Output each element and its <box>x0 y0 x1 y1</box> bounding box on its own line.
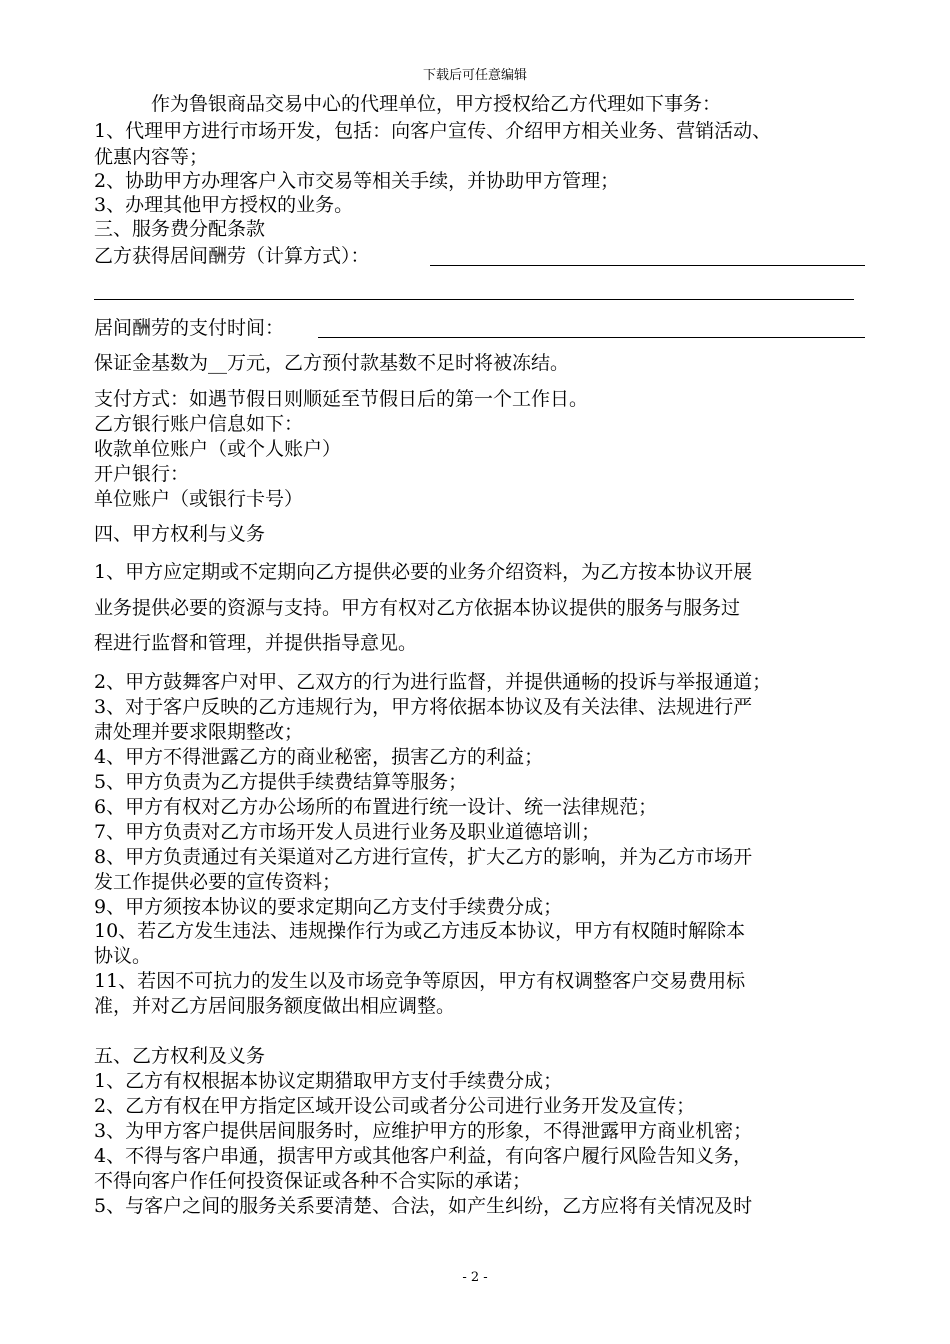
text-line: 3、对于客户反映的乙方违规行为，甲方将依据本协议及有关法律、法规进行严 <box>94 696 753 718</box>
text-line: 5、甲方负责为乙方提供手续费结算等服务； <box>94 771 468 793</box>
text-line: 1、甲方应定期或不定期向乙方提供必要的业务介绍资料，为乙方按本协议开展 <box>94 561 753 583</box>
text-line: 肃处理并要求限期整改； <box>94 721 304 743</box>
text-line: 7、甲方负责对乙方市场开发人员进行业务及职业道德培训； <box>94 821 601 843</box>
text-line: 准，并对乙方居间服务额度做出相应调整。 <box>94 995 456 1017</box>
text-line: 居间酬劳的支付时间： <box>94 317 285 339</box>
text-line: 保证金基数为__万元，乙方预付款基数不足时将被冻结。 <box>94 352 570 374</box>
fill-in-line <box>430 265 865 266</box>
text-line: 优惠内容等； <box>94 146 209 168</box>
text-line: 2、协助甲方办理客户入市交易等相关手续，并协助甲方管理； <box>94 170 620 192</box>
text-line: 10、若乙方发生违法、违规操作行为或乙方违反本协议，甲方有权随时解除本 <box>94 920 746 942</box>
fill-in-line <box>94 299 854 300</box>
text-line: 支付方式：如遇节假日则顺延至节假日后的第一个工作日。 <box>94 388 589 410</box>
text-line: 8、甲方负责通过有关渠道对乙方进行宣传，扩大乙方的影响，并为乙方市场开 <box>94 846 753 868</box>
text-line: 2、乙方有权在甲方指定区域开设公司或者分公司进行业务开发及宣传； <box>94 1095 696 1117</box>
section-heading: 五、乙方权利及义务 <box>94 1045 266 1067</box>
text-line: 乙方获得居间酬劳（计算方式）： <box>94 245 370 267</box>
text-line: 6、甲方有权对乙方办公场所的布置进行统一设计、统一法律规范； <box>94 796 658 818</box>
text-line: 不得向客户作任何投资保证或各种不合实际的承诺； <box>94 1170 532 1192</box>
text-line: 1、乙方有权根据本协议定期猎取甲方支付手续费分成； <box>94 1070 563 1092</box>
text-line: 发工作提供必要的宣传资料； <box>94 871 342 893</box>
text-line: 4、不得与客户串通，损害甲方或其他客户利益，有向客户履行风险告知义务， <box>94 1145 753 1167</box>
section-heading: 三、服务费分配条款 <box>94 218 266 240</box>
text-line: 作为鲁银商品交易中心的代理单位，甲方授权给乙方代理如下事务： <box>151 93 722 115</box>
text-line: 1、代理甲方进行市场开发，包括：向客户宣传、介绍甲方相关业务、营销活动、 <box>94 120 772 142</box>
text-line: 3、办理其他甲方授权的业务。 <box>94 194 354 216</box>
text-line: 3、为甲方客户提供居间服务时，应维护甲方的形象，不得泄露甲方商业机密； <box>94 1120 753 1142</box>
text-line: 11、若因不可抗力的发生以及市场竞争等原因，甲方有权调整客户交易费用标 <box>94 970 746 992</box>
text-line: 开户银行： <box>94 463 190 485</box>
text-line: 4、甲方不得泄露乙方的商业秘密，损害乙方的利益； <box>94 746 544 768</box>
text-line: 业务提供必要的资源与支持。甲方有权对乙方依据本协议提供的服务与服务过 <box>94 597 741 619</box>
section-heading: 四、甲方权利与义务 <box>94 523 266 545</box>
text-line: 9、甲方须按本协议的要求定期向乙方支付手续费分成； <box>94 896 563 918</box>
page-number: - 2 - <box>462 1270 488 1285</box>
text-line: 2、甲方鼓舞客户对甲、乙双方的行为进行监督，并提供通畅的投诉与举报通道； <box>94 671 772 693</box>
fill-in-line <box>318 337 865 338</box>
text-line: 单位账户（或银行卡号） <box>94 488 304 510</box>
text-line: 程进行监督和管理，并提供指导意见。 <box>94 632 418 654</box>
text-line: 5、与客户之间的服务关系要清楚、合法，如产生纠纷，乙方应将有关情况及时 <box>94 1195 753 1217</box>
text-line: 协议。 <box>94 945 152 967</box>
text-line: 收款单位账户（或个人账户） <box>94 438 342 460</box>
page-header: 下载后可任意编辑 <box>422 68 527 83</box>
text-line: 乙方银行账户信息如下： <box>94 413 304 435</box>
